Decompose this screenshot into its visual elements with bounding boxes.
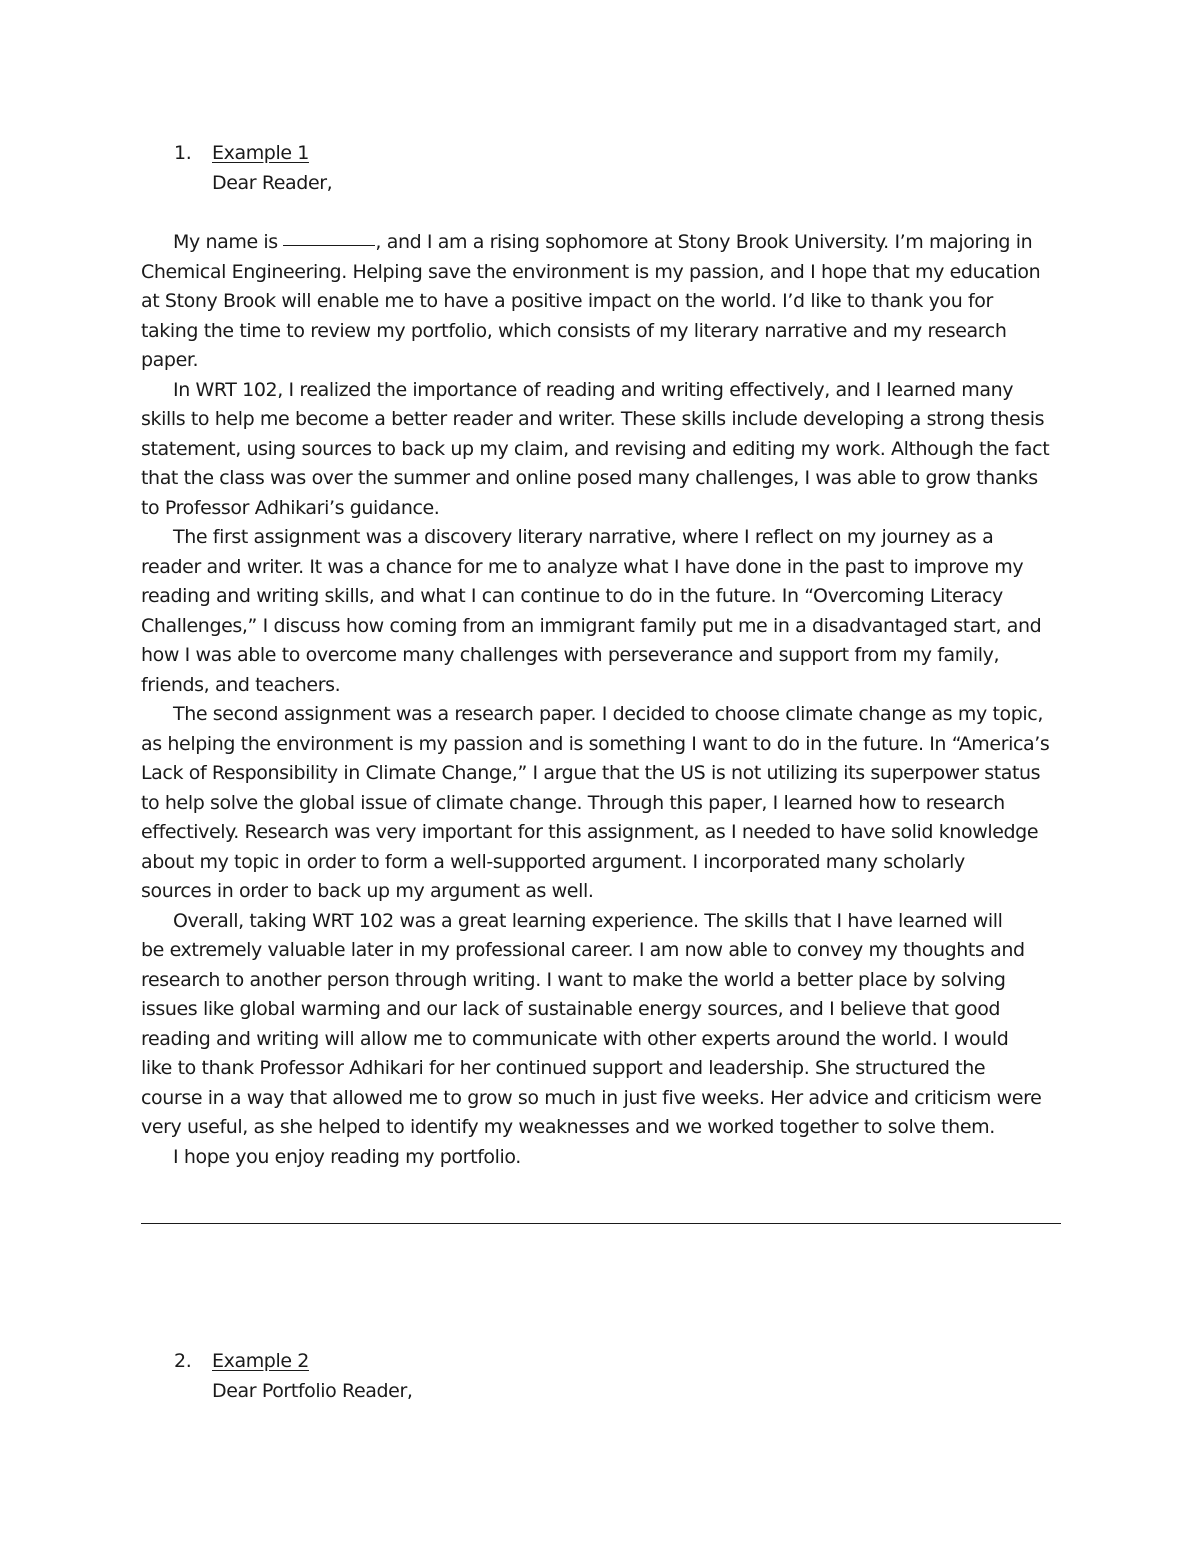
example-1-letter-body [141, 228, 1071, 1172]
example-2-title: Example 2 [212, 1350, 309, 1372]
letter-line: issues like global warming and our lack of sustainable energy sources, and I believe that good [141, 998, 1001, 1020]
example-2-number: 2. [174, 1350, 192, 1372]
letter-line: statement, using sources to back up my claim, and revising and editing my work. Although the fact [141, 437, 1050, 460]
letter-line: at Stony Brook will enable me to have a positive impact on the world. I’d like to thank you for [141, 290, 993, 312]
letter-line: very useful, as she helped to identify my weaknesses and we worked together to solve them. [141, 1116, 995, 1138]
letter-line: In WRT 102, I realized the importance of reading and writing effectively, and I learned many [173, 378, 1014, 401]
example-2-salutation: Dear Portfolio Reader, [212, 1380, 413, 1402]
letter-line: skills to help me become a better reader and writer. These skills include developing a strong thesis [141, 408, 1045, 430]
example-1-heading [174, 139, 309, 169]
example-1-number: 1. [174, 142, 192, 164]
example-1-title: Example 1 [212, 142, 309, 164]
letter-line: Challenges,” I discuss how coming from an immigrant family put me in a disadvantaged start, and [141, 614, 1042, 637]
letter-line: paper. [141, 349, 199, 371]
letter-line: reader and writer. It was a chance for me to analyze what I have done in the past to improve my [141, 555, 1024, 578]
letter-line: friends, and teachers. [141, 673, 341, 696]
letter-line: to help solve the global issue of climate change. Through this paper, I learned how to research [141, 791, 1005, 814]
letter-line: sources in order to back up my argument as well. [141, 880, 594, 902]
letter-line: reading and writing will allow me to communicate with other experts around the world. I would [141, 1027, 1009, 1050]
letter-line: Overall, taking WRT 102 was a great learning experience. The skills that I have learned will [173, 909, 1003, 932]
letter-line: I hope you enjoy reading my portfolio. [173, 1145, 521, 1168]
example-2-heading [174, 1347, 309, 1377]
letter-line: Chemical Engineering. Helping save the environment is my passion, and I hope that my education [141, 260, 1041, 283]
letter-line [141, 228, 1071, 258]
letter-line: research to another person through writing. I want to make the world a better place by solving [141, 968, 1006, 991]
letter-line: as helping the environment is my passion and is something I want to do in the future. In “America’s [141, 732, 1050, 755]
section-divider [141, 1223, 1061, 1224]
letter-line: be extremely valuable later in my professional career. I am now able to convey my thoughts and [141, 939, 1025, 961]
letter-line: reading and writing skills, and what I can continue to do in the future. In “Overcoming Literacy [141, 585, 1003, 607]
letter-line: Lack of Responsibility in Climate Change,” I argue that the US is not utilizing its superpower status [141, 762, 1041, 784]
letter-line: like to thank Professor Adhikari for her continued support and leadership. She structured the [141, 1057, 986, 1079]
letter-line: how I was able to overcome many challenges with perseverance and support from my family, [141, 644, 1000, 666]
letter-line: The first assignment was a discovery literary narrative, where I reflect on my journey as a [173, 526, 994, 548]
letter-line: that the class was over the summer and online posed many challenges, I was able to grow thanks [141, 467, 1038, 489]
name-blank [283, 235, 375, 246]
letter-name-intro: My name is [173, 231, 284, 253]
letter-line: taking the time to review my portfolio, which consists of my literary narrative and my research [141, 319, 1007, 342]
letter-line: to Professor Adhikari’s guidance. [141, 496, 440, 519]
letter-line: about my topic in order to form a well-supported argument. I incorporated many scholarly [141, 850, 965, 873]
example-1-salutation: Dear Reader, [212, 172, 333, 194]
letter-name-rest: , and I am a rising sophomore at Stony Brook University. I’m majoring in [375, 231, 1033, 253]
letter-line: course in a way that allowed me to grow so much in just five weeks. Her advice and criticism were [141, 1086, 1042, 1109]
letter-line: effectively. Research was very important for this assignment, as I needed to have solid knowledge [141, 821, 1039, 843]
letter-line: The second assignment was a research paper. I decided to choose climate change as my topic, [173, 703, 1043, 725]
